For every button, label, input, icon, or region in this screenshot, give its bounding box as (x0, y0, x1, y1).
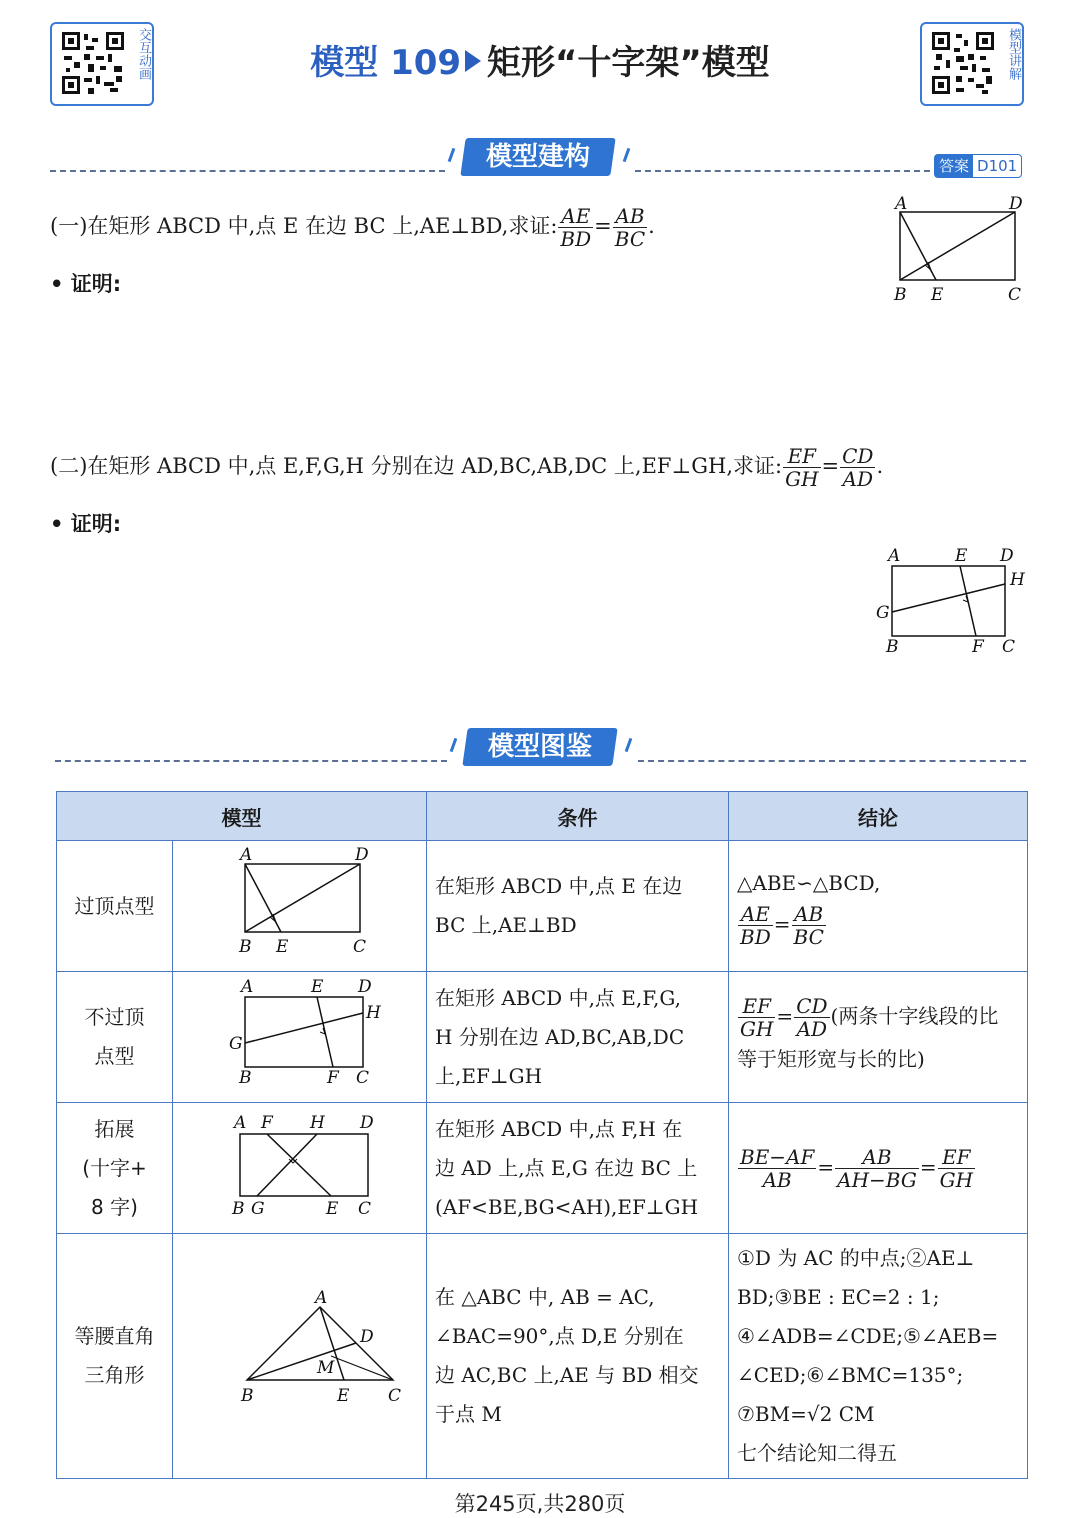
column-header-condition: 条件 (427, 792, 729, 841)
label: C (1002, 637, 1016, 657)
model-name: 拓展 (十字+ 8 字) (57, 1103, 173, 1234)
label: F (326, 1068, 339, 1088)
table-row (57, 841, 1028, 972)
model-conclusion: $\frac{EF}{GH}$ = $\frac{CD}{AD}$ (两条十字线段的比 等于矩形宽与长的比) (729, 972, 1028, 1103)
label: D (357, 977, 372, 997)
qr-right-label: 模型讲解 (1006, 28, 1021, 80)
answer-badge[interactable] (934, 154, 1022, 178)
model-condition: 在矩形 ABCD 中,点 E 在边 BC 上,AE⊥BD (427, 841, 729, 972)
column-header-model: 模型 (57, 792, 427, 841)
label: C (387, 1385, 401, 1406)
problem-2-text: (二)在矩形 ABCD 中,点 E,F,G,H 分别在边 AD,BC,AB,DC 上,EF⊥GH,求证: (50, 454, 783, 478)
figure-isosceles-right-triangle (205, 1285, 401, 1415)
model-conclusion: $\frac{BE-AF}{AB}$ = $\frac{AB}{AH-BG}$ = $\frac{EF}{GH}$ (729, 1103, 1028, 1234)
banner-tick-icon (625, 738, 633, 752)
label: B (231, 1199, 244, 1219)
label: C (1008, 285, 1022, 305)
banner-tick-icon (450, 738, 458, 752)
section-banner-build: 模型建构 (460, 138, 615, 176)
section-divider (55, 760, 447, 762)
model-title: 矩形“十字架”模型 (487, 43, 770, 83)
label: B (240, 1385, 253, 1406)
model-figure (173, 1103, 427, 1234)
fraction: $\frac{CD}{AD}$ (842, 444, 874, 491)
fraction: $\frac{AE}{BD}$ (560, 204, 592, 251)
model-conclusion: ①D 为 AC 的中点;②AE⊥ BD;③BE : EC=2 : 1; ④∠ADB=∠CDE;⑤∠AEB= ∠CED;⑥∠BMC=135°; ⑦BM=√2 CM 七个结论知二得五 (729, 1234, 1028, 1479)
problem-2: (二)在矩形 ABCD 中,点 E,F,G,H 分别在边 AD,BC,AB,DC 上,EF⊥GH,求证: $\frac{EF}{GH}$ = $\frac{CD}{AD}$ . (50, 444, 884, 491)
model-figure (173, 841, 427, 972)
model-name: 不过顶 点型 (57, 972, 173, 1103)
fraction: $\frac{AB}{BC}$ (793, 902, 824, 949)
fraction: $\frac{BE-AF}{AB}$ (740, 1144, 815, 1192)
label: M (316, 1357, 334, 1378)
fraction: $\frac{EF}{GH}$ (785, 444, 819, 491)
model-name: 过顶点型 (57, 841, 173, 972)
answer-label: 答案 (935, 155, 973, 177)
label: E (931, 285, 944, 305)
label: C (355, 1068, 369, 1088)
problem-1-text: (一)在矩形 ABCD 中,点 E 在边 BC 上,AE⊥BD,求证: (50, 214, 558, 238)
fraction: $\frac{EF}{GH}$ (939, 1144, 974, 1192)
label: B (894, 285, 907, 305)
model-table (56, 791, 1028, 1479)
label: D (354, 845, 369, 865)
model-conclusion: △ABE∽△BCD, $\frac{AE}{BD}$ = $\frac{AB}{BC}$ (729, 841, 1028, 972)
table-row (57, 1234, 1028, 1479)
label: C (357, 1199, 371, 1219)
label: H (1010, 570, 1025, 590)
table-row (57, 1103, 1028, 1234)
figure-vertex-type (215, 842, 385, 957)
page-footer: 第245页,共280页 (454, 1492, 626, 1516)
label: H (365, 1003, 381, 1023)
problem-1: (一)在矩形 ABCD 中,点 E 在边 BC 上,AE⊥BD,求证: $\frac{AE}{BD}$ = $\frac{AB}{BC}$ . (50, 204, 655, 251)
play-triangle-icon (465, 50, 481, 72)
label: F (972, 637, 984, 657)
model-name: 等腰直角 三角形 (57, 1234, 173, 1479)
banner-tick-icon (448, 148, 456, 162)
label: E (955, 546, 968, 566)
figure-problem-2 (872, 542, 1032, 660)
label: C (352, 937, 366, 957)
figure-problem-1 (885, 192, 1035, 307)
figure-extension-type (215, 1104, 385, 1219)
label: A (314, 1287, 327, 1308)
proof-label: • 证明: (50, 512, 122, 536)
section-divider (635, 170, 930, 172)
model-condition: 在矩形 ABCD 中,点 E,F,G, H 分别在边 AD,BC,AB,DC 上,EF⊥GH (427, 972, 729, 1103)
proof-label: • 证明: (50, 272, 122, 296)
fraction: $\frac{CD}{AD}$ (796, 994, 828, 1041)
label: A (895, 194, 908, 214)
label: B (238, 937, 251, 957)
model-number: 模型 109 (310, 43, 462, 83)
label: G (250, 1199, 265, 1219)
label: D (359, 1326, 374, 1347)
model-figure (173, 972, 427, 1103)
model-figure (173, 1234, 427, 1479)
label: D (1000, 546, 1014, 566)
label: B (886, 637, 899, 657)
label: E (275, 937, 288, 957)
model-condition: 在 △ABC 中, AB = AC, ∠BAC=90°,点 D,E 分别在 边 AC,BC 上,AE 与 BD 相交 于点 M (427, 1234, 729, 1479)
section-divider (50, 170, 445, 172)
banner-tick-icon (623, 148, 631, 162)
label: E (310, 977, 323, 997)
label: E (336, 1385, 349, 1406)
label: F (260, 1113, 273, 1133)
answer-code: D101 (977, 157, 1018, 175)
label: G (228, 1034, 243, 1054)
label: A (239, 845, 252, 865)
label: A (233, 1113, 246, 1133)
section-divider (638, 760, 1026, 762)
table-header-row (57, 792, 1028, 841)
label: E (325, 1199, 338, 1219)
fraction: $\frac{AB}{BC}$ (614, 204, 646, 251)
label: G (876, 603, 890, 623)
label: D (359, 1113, 374, 1133)
qr-left-label: 交互动画 (136, 28, 151, 80)
figure-non-vertex-type (215, 973, 385, 1088)
label: A (240, 977, 253, 997)
label: D (1009, 194, 1023, 214)
fraction: $\frac{EF}{GH}$ (740, 994, 774, 1041)
column-header-conclusion: 结论 (729, 792, 1028, 841)
label: H (309, 1113, 325, 1133)
page-title (0, 35, 1080, 84)
fraction: $\frac{AB}{AH-BG}$ (837, 1144, 917, 1192)
table-row (57, 972, 1028, 1103)
model-condition: 在矩形 ABCD 中,点 F,H 在 边 AD 上,点 E,G 在边 BC 上 (AF<BE,BG<AH),EF⊥GH (427, 1103, 729, 1234)
label: B (238, 1068, 251, 1088)
fraction: $\frac{AE}{BD}$ (740, 902, 771, 949)
label: A (888, 546, 901, 566)
section-banner-gallery: 模型图鉴 (462, 728, 617, 766)
